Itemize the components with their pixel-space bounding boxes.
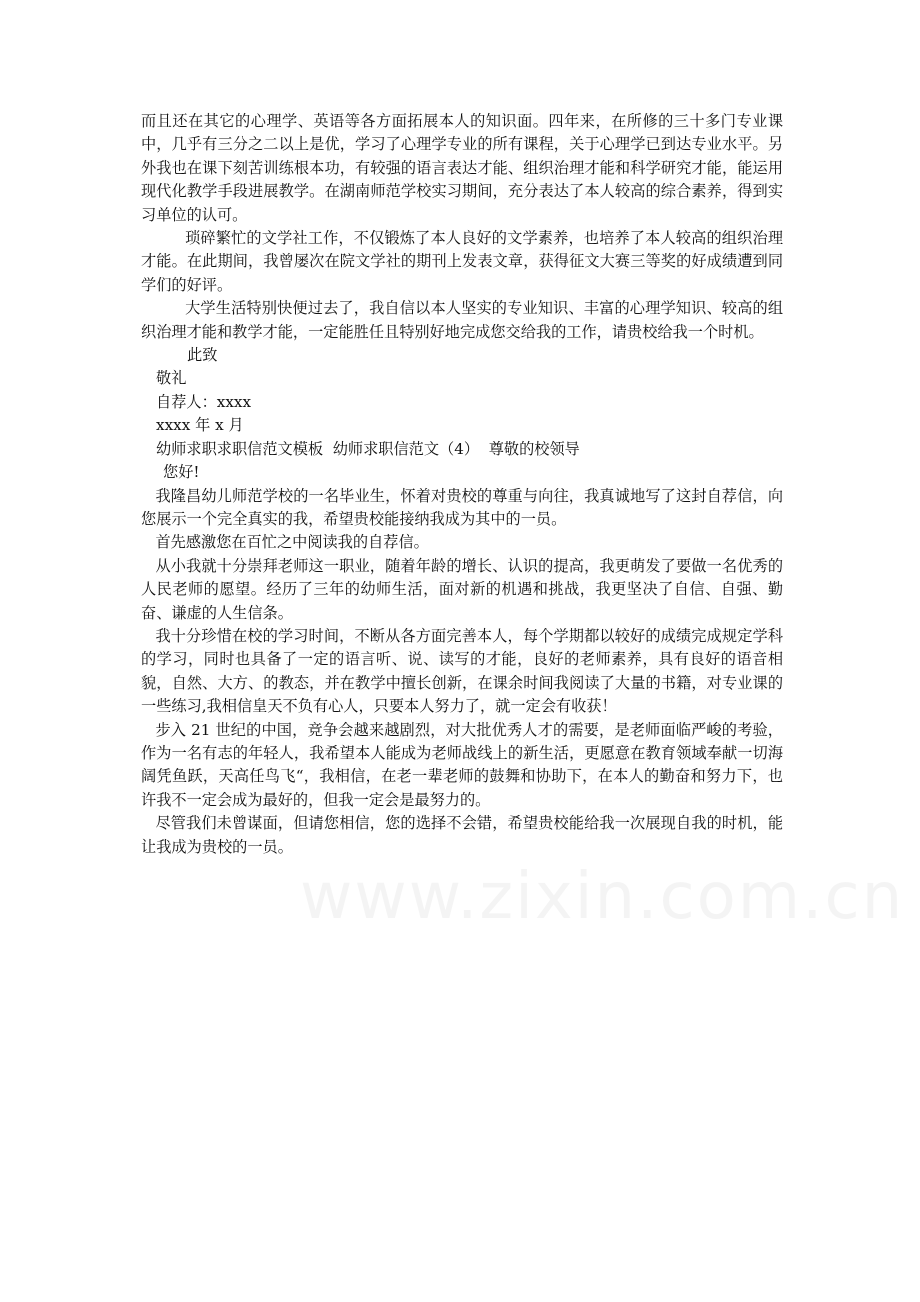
- watermark: www.zixin.com.cn: [300, 860, 905, 934]
- letter-paragraph-2: 首先感激您在百忙之中阅读我的自荐信。: [155, 533, 429, 552]
- paragraph-3: 大学生活特别快便过去了，我自信以本人坚实的专业知识、丰富的心理学知识、较高的组织治理才能和教学才能，一定能胜任且特别好地完成您交给我的工作，请贵校给我一个时机。: [141, 299, 783, 341]
- letter-paragraph-5: 步入 21 世纪的中国，竞争会越来越剧烈，对大批优秀人才的需要，是老师面临严峻的考验，作为一名有志的年轻人，我希望本人能成为老师战线上的新生活，更愿意在教育领域奉献一切海阔凭鱼跃，天高任鸟飞“，我相信，在老一辈老师的鼓舞和协助下，在本人的勤奋和努力下，也许我不一定会成为最好的，但我一定会是最努力的。: [141, 720, 783, 809]
- document-page: [141, 110, 783, 859]
- letter-paragraph-3: 从小我就十分崇拜老师这一职业，随着年龄的增长、认识的提高，我更萌发了要做一名优秀的人民老师的愿望。经历了三年的幼师生活，面对新的机遇和挑战，我更坚决了自信、自强、勤奋、谦虚的人生信条。: [141, 556, 783, 622]
- letter-paragraph-4: 我十分珍惜在校的学习时间，不断从各方面完善本人，每个学期都以较好的成绩完成规定学科的学习，同时也具备了一定的语言听、说、读写的才能，良好的老师素养，具有良好的语音相貌，自然、大方、的教态，并在教学中擅长创新，在课余时间我阅读了大量的书籍，对专业课的一些练习,我相信皇天不负有心人，只要本人努力了，就一定会有收获！: [141, 626, 783, 716]
- closing-signer: 自荐人：xxxx: [156, 392, 252, 411]
- letter-paragraph-6: 尽管我们未曾谋面，但请您相信，您的选择不会错，希望贵校能给我一次展现自我的时机，能让我成为贵校的一员。: [141, 814, 783, 856]
- greeting: 您好!: [163, 463, 200, 482]
- paragraph-1: 而且还在其它的心理学、英语等各方面拓展本人的知识面。四年来，在所修的三十多门专业课中，几乎有三分之二以上是优，学习了心理学专业的所有课程，关于心理学已到达专业水平。另外我也在课下刻苦训练根本功，有较强的语言表达才能、组织治理才能和科学研究才能，能运用现代化教学手段进展教学。在湖南师范学校实习期间，充分表达了本人较高的综合素养，得到实习单位的认可。: [141, 112, 783, 224]
- closing-jingli: 敬礼: [156, 369, 187, 388]
- paragraph-2: 琐碎繁忙的文学社工作，不仅锻炼了本人良好的文学素养，也培养了本人较高的组织治理才能。在此期间，我曾屡次在院文学社的期刊上发表文章，获得征文大赛三等奖的好成绩遭到同学们的好评。: [141, 229, 783, 294]
- closing-date: xxxx 年 x 月: [156, 416, 244, 435]
- heading-line: 幼师求职求职信范文模板 幼师求职信范文（4） 尊敬的校领导: [156, 439, 580, 458]
- letter-paragraph-1: 我隆昌幼儿师范学校的一名毕业生，怀着对贵校的尊重与向往，我真诚地写了这封自荐信，向您展示一个完全真实的我，希望贵校能接纳我成为其中的一员。: [141, 486, 783, 528]
- closing-cizhi: 此致: [187, 346, 218, 365]
